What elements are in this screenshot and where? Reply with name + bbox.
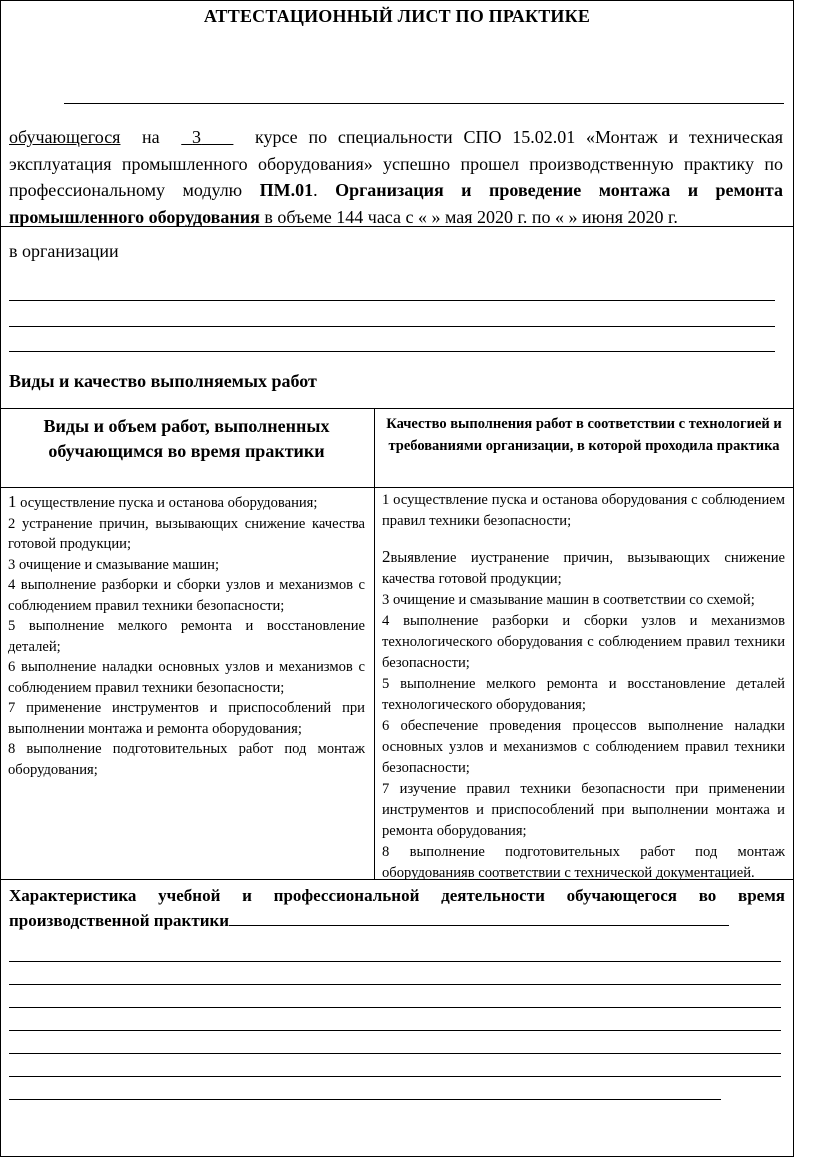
list-item: 7 изучение правил техники безопасности при применении инструментов и приспособлений при выполнении монтажа и ремонта оборудования; (382, 781, 785, 839)
list-item: 5 выполнение мелкого ремонта и восстановление деталей технологического оборудования; (382, 676, 785, 713)
organization-line (9, 300, 775, 301)
organization-line (9, 326, 775, 327)
volume-text: в объеме 144 часа с « » мая 2020 г. по « » июня 2020 г. (264, 206, 678, 227)
characteristic-line (9, 1076, 781, 1077)
characteristic-line (9, 984, 781, 985)
intro-paragraph: обучающегося на 3 курсе по специальности СПО 15.02.01 «Монтаж и техническая эксплуатация промышленного оборудования» успешно прошел производственную практику по профессиональному модулю ПМ.01. Организация и проведение монтажа и ремонта промышленного оборудования в объеме 144 часа с « » мая 2020 г. по « » июня 2020 г. (9, 127, 784, 227)
table-column-divider (374, 408, 375, 879)
characteristic-line (9, 1030, 781, 1031)
list-item: 2выявление иустранение причин, вызывающих снижение качества готовой продукции; (382, 547, 785, 587)
list-item: 3 очищение и смазывание машин в соответствии со схемой; (382, 592, 755, 608)
list-item: 1 осуществление пуска и останова оборудования с соблюдением правил техники безопасности; (382, 492, 785, 529)
list-item: 4 выполнение разборки и сборки узлов и механизмов технологического оборудования с соблюдением правил техники безопасности; (382, 613, 785, 671)
works-heading: Виды и качество выполняемых работ (9, 371, 317, 391)
course-number: 3 (192, 127, 202, 147)
characteristic-line (9, 961, 781, 962)
list-item: 7 применение инструментов и приспособлений при выполнении монтажа и ремонта оборудования; (8, 700, 365, 737)
works-list (8, 492, 365, 780)
table-header-quality: Качество выполнения работ в соответствии с технологией и требованиями организации, в которой проходила практика (386, 416, 782, 454)
list-item: 6 выполнение наладки основных узлов и механизмов с соблюдением правил техники безопасности; (8, 659, 365, 696)
list-item: 2 устранение причин, вызывающих снижение качества готовой продукции; (8, 515, 365, 552)
divider (0, 226, 794, 227)
list-item: 4 выполнение разборки и сборки узлов и механизмов с соблюдением правил техники безопасности; (8, 577, 365, 614)
organization-label: в организации (9, 241, 119, 261)
list-item: 8 выполнение подготовительных работ под монтаж оборудования; (8, 741, 365, 778)
list-item: 5 выполнение мелкого ремонта и восстановление деталей; (8, 618, 365, 655)
characteristic-line (9, 1007, 781, 1008)
table-header-works: Виды и объем работ, выполненных обучающимся во время практики (43, 416, 330, 461)
on-word: на (142, 127, 160, 147)
quality-list (382, 490, 785, 884)
page-title: АТТЕСТАЦИОННЫЙ ЛИСТ ПО ПРАКТИКЕ (203, 6, 591, 26)
module-name: Организация и проведение монтажа и ремонта промышленного оборудования (9, 180, 783, 227)
list-item: 1 осуществление пуска и останова оборудования; (8, 492, 318, 511)
student-word: обучающегося (9, 127, 121, 147)
student-name-line (64, 103, 784, 104)
list-item: 8 выполнение подготовительных работ под монтаж оборудованияв соответствии с технической документацией. (382, 844, 785, 881)
list-item: 3 очищение и смазывание машин; (8, 556, 220, 573)
list-item: 6 обеспечение проведения процессов выполнение наладки основных узлов и механизмов с соблюдением правил техники безопасности; (382, 718, 785, 776)
characteristic-line (9, 1099, 721, 1100)
intro-text: курсе по специальности СПО 15.02.01 «Монтаж и техническая эксплуатация промышленного оборудования» успешно прошел производственную практику по профессиональному модулю (9, 127, 784, 200)
table-top-border (0, 408, 794, 409)
characteristic-line (9, 1053, 781, 1054)
module-code: ПМ.01 (259, 180, 314, 200)
characteristic-label: Характеристика учебной и профессиональной деятельности обучающегося во время производственной практики (9, 886, 785, 930)
table-header-border (0, 487, 794, 488)
organization-line (9, 351, 775, 352)
characteristic-first-line (229, 908, 729, 926)
